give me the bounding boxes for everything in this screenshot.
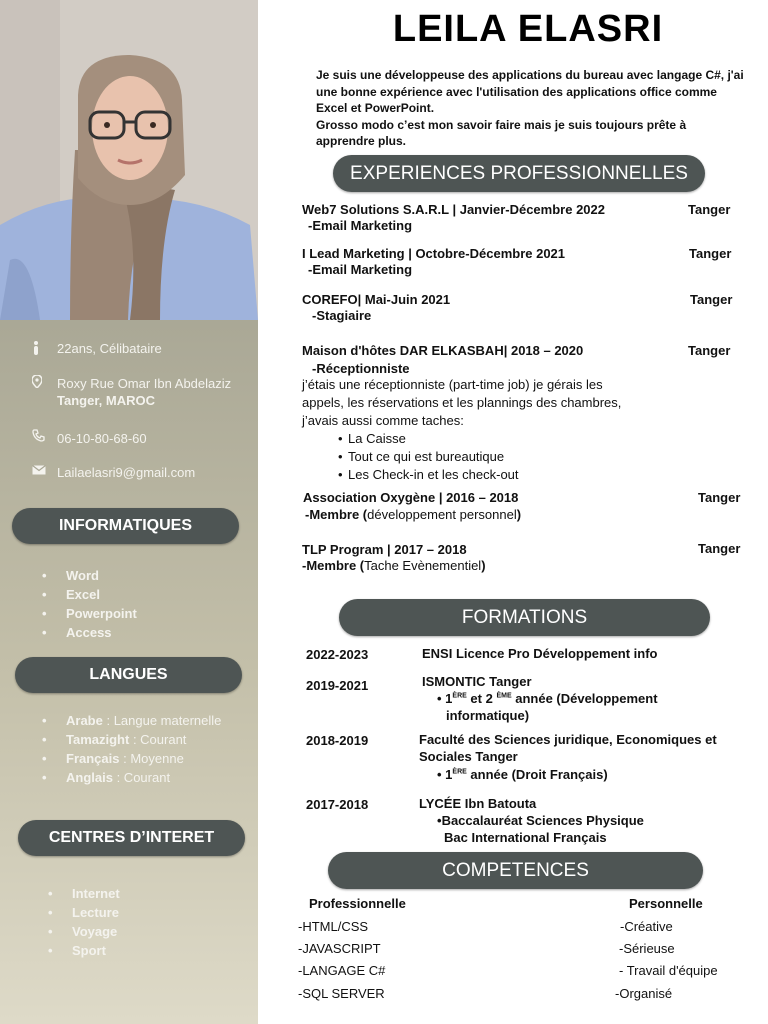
informatiques-list: [42, 566, 137, 642]
section-experiences-header: EXPERIENCES PROFESSIONNELLES: [333, 155, 705, 192]
experience-city: Tanger: [688, 343, 731, 358]
experience-city: Tanger: [698, 541, 741, 556]
experience-role: -Stagiaire: [312, 308, 372, 323]
person-icon: [32, 341, 40, 358]
list-item: • Les Check-in et les check-out: [338, 466, 519, 484]
section-informatiques-header: INFORMATIQUES: [12, 508, 239, 544]
email-address: Lailaelasri9@gmail.com: [57, 465, 196, 480]
formation-years: 2022-2023: [306, 647, 369, 662]
phone-icon: [32, 429, 45, 445]
experience-title: COREFO| Mai-Juin 2021: [302, 292, 451, 307]
competence-item: -SQL SERVER: [298, 986, 385, 1001]
section-langues-header: LANGUES: [15, 657, 242, 693]
langues-list: [42, 711, 221, 787]
formation-detail: •Baccalauréat Sciences Physique: [437, 813, 644, 828]
experience-city: Tanger: [689, 246, 732, 261]
formation-detail: • 1ÈRE et 2 $^{ÈME}$ année (Développement: [437, 691, 658, 706]
task-list: [338, 430, 519, 484]
person-name: LEILA ELASRI: [392, 8, 664, 50]
formation-detail: • 1ÈRE année (Droit Français): [437, 767, 608, 782]
experience-city: Tanger: [688, 202, 731, 217]
list-item: • Internet: [48, 884, 120, 903]
centres-list: [48, 884, 120, 960]
competence-item: -LANGAGE C#: [298, 963, 386, 978]
list-item: • Access: [42, 623, 137, 642]
section-competences-header: COMPETENCES: [328, 852, 703, 889]
competence-item: -HTML/CSS: [298, 919, 369, 934]
experience-title: Maison d'hôtes DAR ELKASBAH| 2018 – 2020: [302, 343, 584, 358]
address: [57, 375, 231, 409]
experience-role: -Réceptionniste: [312, 361, 410, 376]
main-content: [258, 0, 768, 1024]
section-centres-header: CENTRES D’INTERET: [18, 820, 245, 856]
experience-title: Association Oxygène | 2016 – 2018: [303, 490, 519, 505]
competence-item: -Créative: [620, 919, 673, 934]
list-item: • Word: [42, 566, 137, 585]
list-item: • Anglais : Courant: [42, 768, 221, 787]
experience-title: TLP Program | 2017 – 2018: [302, 542, 467, 557]
list-item: • Lecture: [48, 903, 120, 922]
list-item: • Français : Moyenne: [42, 749, 221, 768]
formation-detail-line2: informatique): [446, 708, 530, 723]
address-line1: Roxy Rue Omar Ibn Abdelaziz: [57, 376, 232, 391]
experience-title: Web7 Solutions S.A.R.L | Janvier-Décembre 2022: [302, 202, 605, 217]
competence-item: -Organisé: [615, 986, 673, 1001]
list-item: • Powerpoint: [42, 604, 137, 623]
intro-paragraph: Je suis une développeuse des applications du bureau avec langage C#, j'ai une bonne expérience avec l'utilisation des applications office comme Excel et PowerPoint. Grosso modo c’est mon savoir faire mais je suis toujours prête à apprendre plus.: [316, 68, 744, 148]
formation-school: ISMONTIC Tanger: [422, 674, 532, 689]
experience-description: j’étais une réceptionniste (part-time job) je gérais les appels, les réservations et les plannings des chambres, j’avais aussi comme taches:: [302, 377, 622, 428]
sidebar: [0, 0, 258, 1024]
experience-role: -Membre (Tache Evènementiel): [302, 558, 486, 573]
formation-text: ENSI Licence Pro Développement info: [422, 646, 658, 661]
competences-personnelle-header: Personnelle: [629, 896, 703, 911]
envelope-icon: [32, 464, 46, 478]
experience-title: I Lead Marketing | Octobre-Décembre 2021: [302, 246, 566, 261]
experience-role: -Membre (développement personnel): [305, 507, 522, 522]
list-item: • Excel: [42, 585, 137, 604]
profile-photo: [0, 0, 258, 320]
formation-years: 2017-2018: [306, 797, 369, 812]
list-item: • Sport: [48, 941, 120, 960]
formation-years: 2019-2021: [306, 678, 369, 693]
formation-years: 2018-2019: [306, 733, 369, 748]
experience-city: Tanger: [698, 490, 741, 505]
formation-school: LYCÉE Ibn Batouta: [419, 796, 537, 811]
competence-item: - Travail d'équipe: [619, 963, 718, 978]
list-item: • Tamazight : Courant: [42, 730, 221, 749]
competence-item: -Sérieuse: [619, 941, 675, 956]
phone-number: 06-10-80-68-60: [57, 431, 147, 446]
experience-city: Tanger: [690, 292, 733, 307]
address-line2: Tanger, MAROC: [57, 393, 155, 408]
list-item: • La Caisse: [338, 430, 519, 448]
formation-detail-line2: Bac International Français: [444, 830, 607, 845]
list-item: • Tout ce qui est bureautique: [338, 448, 519, 466]
competences-professionnelle-header: Professionnelle: [309, 896, 406, 911]
location-pin-icon: [32, 375, 42, 391]
list-item: • Voyage: [48, 922, 120, 941]
list-item: • Arabe : Langue maternelle: [42, 711, 221, 730]
experience-role: -Email Marketing: [308, 218, 413, 233]
formation-school: Faculté des Sciences juridique, Economiques et: [419, 732, 717, 747]
age-status: 22ans, Célibataire: [57, 341, 162, 356]
formation-school-line2: Sociales Tanger: [419, 749, 518, 764]
competence-item: -JAVASCRIPT: [298, 941, 381, 956]
experience-role: -Email Marketing: [308, 262, 413, 277]
section-formations-header: FORMATIONS: [339, 599, 710, 636]
